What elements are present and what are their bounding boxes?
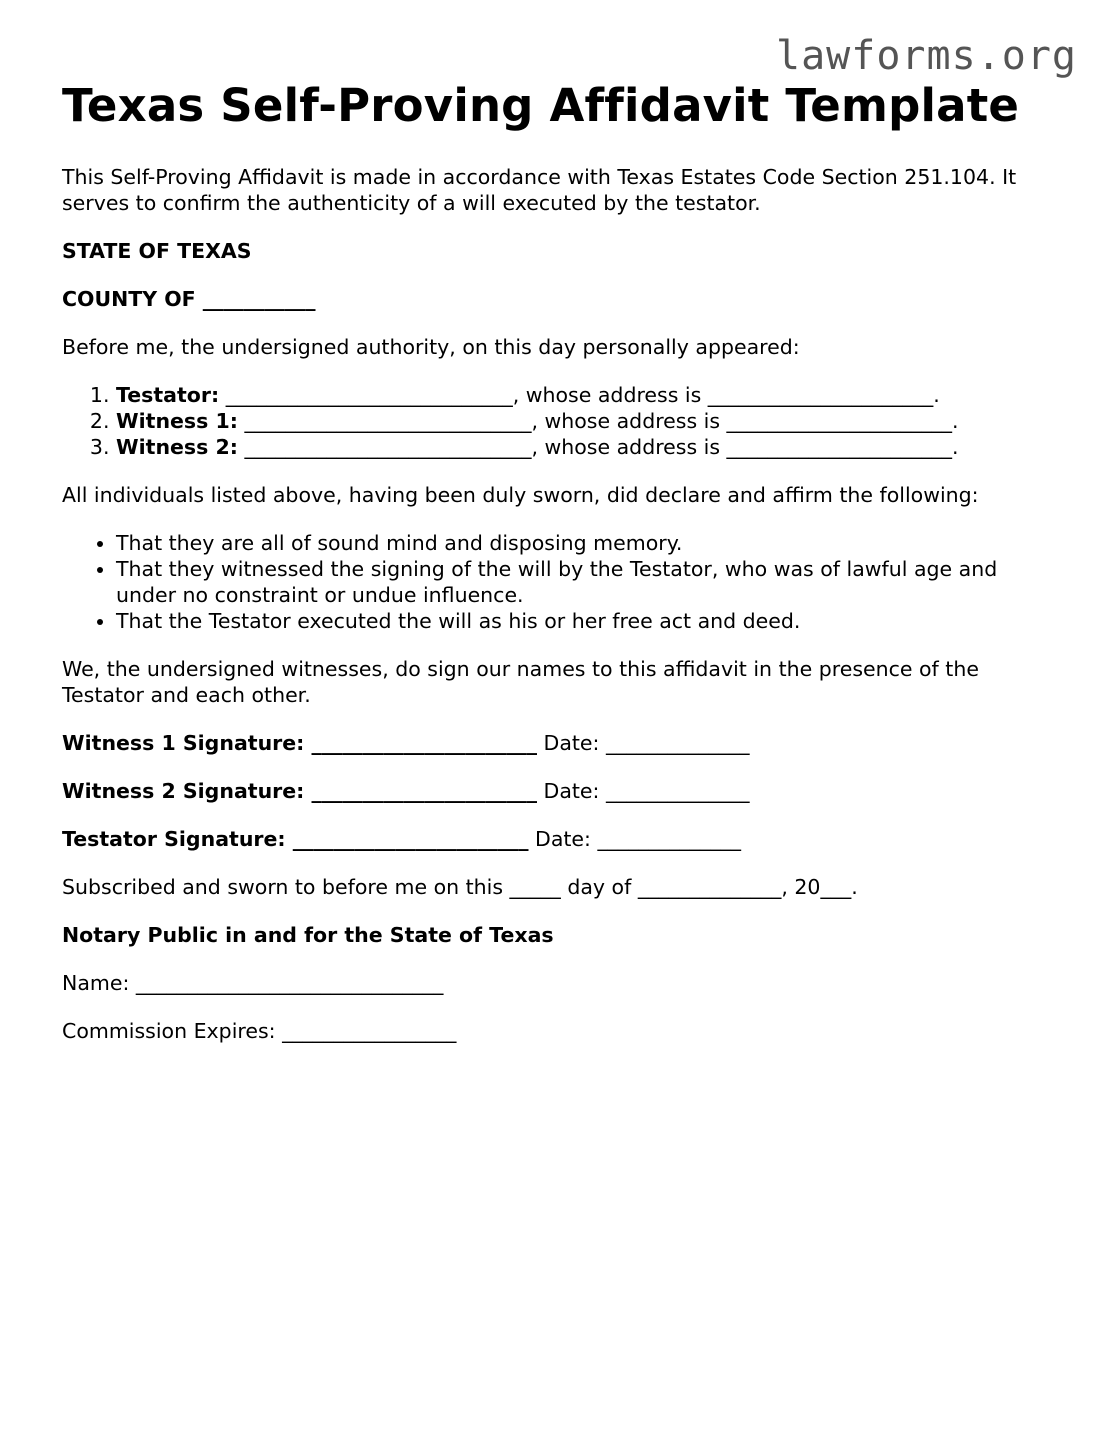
party-item-witness-2 [116, 434, 1052, 460]
party-item-testator [116, 382, 1052, 408]
witness-statement: We, the undersigned witnesses, do sign our names to this affidavit in the presence of the Testator and each other. [62, 657, 979, 707]
watermark: lawforms.org [776, 33, 1077, 79]
signature-label: Witness 2 Signature: ______________________ [62, 779, 538, 803]
affirmation-item: • That they are all of sound mind and disposing memory. [116, 530, 1052, 556]
signature-date: Date: ______________ [537, 731, 750, 755]
sworn-paragraph: Subscribed and sworn to before me on this _____ day of ______________, 20___. [62, 875, 858, 899]
affirmations-list [62, 530, 1052, 634]
notary-name-line: Name: ______________________________ [62, 971, 444, 995]
party-label: Witness 2: [116, 435, 238, 459]
page-title: Texas Self-Proving Affidavit Template [62, 79, 1020, 132]
affirmation-item: • That they witnessed the signing of the will by the Testator, who was of lawful age and under no constraint or undue influence. [116, 556, 1052, 608]
signature-label: Witness 1 Signature: ______________________ [62, 731, 538, 755]
party-fill-line: ____________________________, whose address is ______________________. [237, 409, 959, 433]
state-heading: STATE OF TEXAS [62, 239, 252, 263]
party-label: Testator: [116, 383, 220, 407]
parties-list [62, 382, 1052, 460]
commission-line: Commission Expires: _________________ [62, 1019, 457, 1043]
intro-paragraph: This Self-Proving Affidavit is made in accordance with Texas Estates Code Section 251.104. It serves to confirm the authenticity of a will executed by the testator. [62, 165, 1017, 215]
signature-label: Testator Signature: _______________________ [62, 827, 529, 851]
signature-line-testator [62, 826, 1052, 852]
signature-line-witness-2 [62, 778, 1052, 804]
county-heading: COUNTY OF ___________ [62, 287, 316, 311]
affidavit-document [62, 80, 1052, 1066]
signature-line-witness-1 [62, 730, 1052, 756]
appeared-paragraph: Before me, the undersigned authority, on this day personally appeared: [62, 335, 800, 359]
signature-date: Date: ______________ [537, 779, 750, 803]
notary-heading: Notary Public in and for the State of Texas [62, 923, 554, 947]
party-label: Witness 1: [116, 409, 238, 433]
party-item-witness-1 [116, 408, 1052, 434]
declare-paragraph: All individuals listed above, having been duly sworn, did declare and affirm the following: [62, 483, 979, 507]
party-fill-line: ____________________________, whose address is ______________________. [237, 435, 959, 459]
party-fill-line: ____________________________, whose address is ______________________. [219, 383, 940, 407]
signature-date: Date: ______________ [528, 827, 741, 851]
affirmation-item: • That the Testator executed the will as his or her free act and deed. [116, 608, 1052, 634]
